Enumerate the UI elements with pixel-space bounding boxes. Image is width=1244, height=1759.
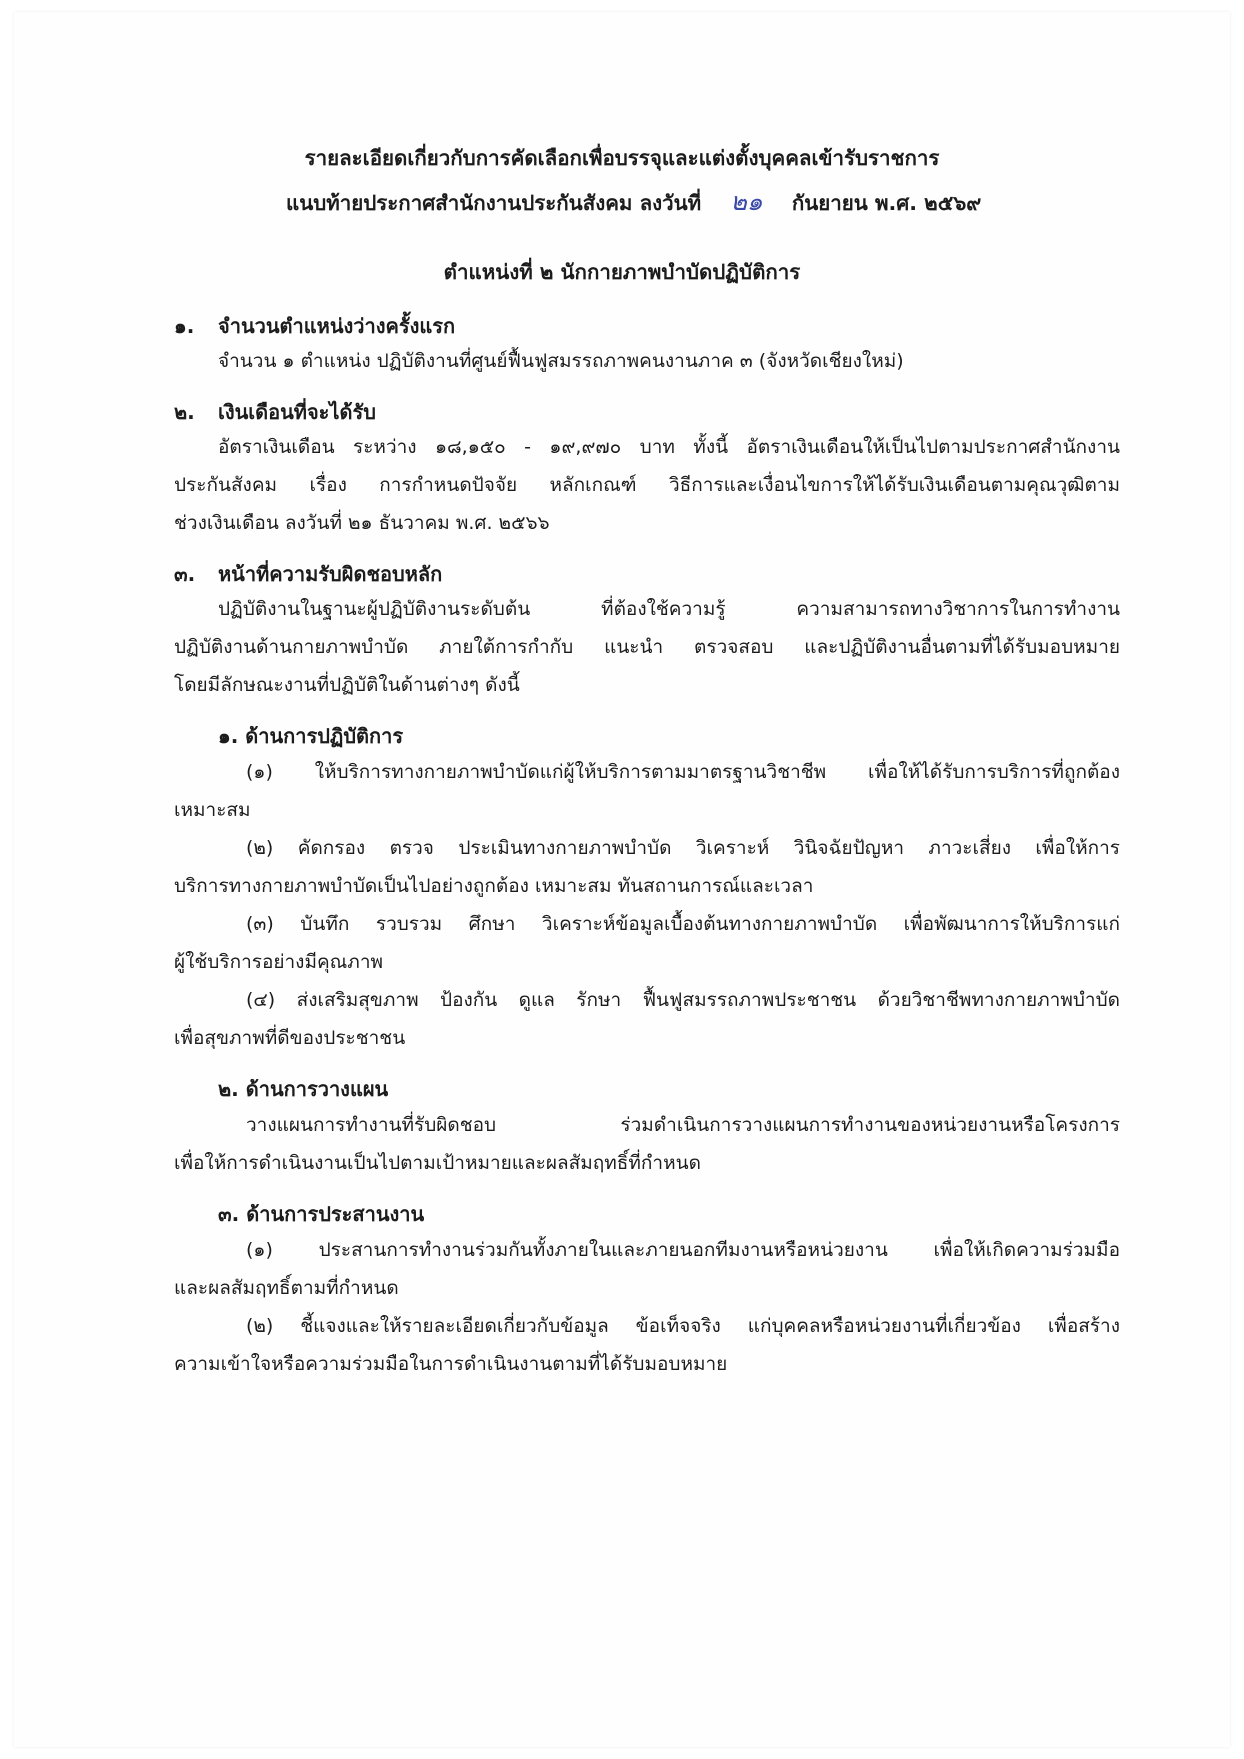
section2-heading: เงินเดือนที่จะได้รับ [218,400,376,424]
duty2-line: วางแผนการทำงานที่รับผิดชอบ ร่วมดำเนินการวางแผนการทำงานของหน่วยงานหรือโครงการ [246,1114,1120,1136]
title-suffix: กันยายน พ.ศ. ๒๕๖๙ [791,191,982,215]
section2-line: อัตราเงินเดือน ระหว่าง ๑๘,๑๕๐ - ๑๙,๙๗๐ บาท ทั้งนี้ อัตราเงินเดือนให้เป็นไปตามประกาศสำนักงาน [218,436,1120,458]
section3-number: ๓. [174,562,196,586]
duty1-item-continuation: เหมาะสม [174,799,251,821]
section1-number: ๑. [174,314,195,338]
duty1-item: (๔) ส่งเสริมสุขภาพ ป้องกัน ดูแล รักษา ฟื้นฟูสมรรถภาพประชาชน ด้วยวิชาชีพทางกายภาพบำบัด [246,989,1120,1011]
section1-heading: จำนวนตำแหน่งว่างครั้งแรก [218,314,456,338]
section3-line: โดยมีลักษณะงานที่ปฏิบัติในด้านต่างๆ ดังนี้ [174,674,520,696]
duty3-item-continuation: ความเข้าใจหรือความร่วมมือในการดำเนินงานตามที่ได้รับมอบหมาย [174,1353,728,1375]
duty1-item: (๓) บันทึก รวบรวม ศึกษา วิเคราะห์ข้อมูลเบื้องต้นทางกายภาพบำบัด เพื่อพัฒนาการให้บริการแก่ [246,913,1120,935]
duty3-item: (๒) ชี้แจงและให้รายละเอียดเกี่ยวกับข้อมูล ข้อเท็จจริง แก่บุคคลหรือหน่วยงานที่เกี่ยวข้อง เพื่อสร้าง [246,1315,1120,1337]
duty2-line: เพื่อให้การดำเนินงานเป็นไปตามเป้าหมายและผลสัมฤทธิ์ที่กำหนด [174,1152,701,1174]
duty3-item: (๑) ประสานการทำงานร่วมกันทั้งภายในและภายนอกทีมงานหรือหน่วยงาน เพื่อให้เกิดความร่วมมือ [246,1239,1120,1261]
section3-line: ปฏิบัติงานในฐานะผู้ปฏิบัติงานระดับต้น ที่ต้องใช้ความรู้ ความสามารถทางวิชาการในการทำงาน [218,598,1120,620]
duty1-item-continuation: ผู้ใช้บริการอย่างมีคุณภาพ [174,951,384,973]
duty3-heading: ๓. ด้านการประสานงาน [218,1202,425,1226]
section2-number: ๒. [174,400,195,424]
section1-body: จำนวน ๑ ตำแหน่ง ปฏิบัติงานที่ศูนย์ฟื้นฟูสมรรถภาพคนงานภาค ๓ (จังหวัดเชียงใหม่) [218,350,904,372]
duty1-heading: ๑. ด้านการปฏิบัติการ [218,724,404,748]
handwritten-day: ๒๑ [730,187,763,216]
duty1-item-continuation: บริการทางกายภาพบำบัดเป็นไปอย่างถูกต้อง เหมาะสม ทันสถานการณ์และเวลา [174,875,814,897]
duty3-item-continuation: และผลสัมฤทธิ์ตามที่กำหนด [174,1277,399,1299]
duty1-item: (๒) คัดกรอง ตรวจ ประเมินทางกายภาพบำบัด วิเคราะห์ วินิจฉัยปัญหา ภาวะเสี่ยง เพื่อให้การ [246,837,1120,859]
document-title-line2 [286,182,981,222]
title-prefix: แนบท้ายประกาศสำนักงานประกันสังคม ลงวันที่ [286,191,702,215]
section2-line: ประกันสังคม เรื่อง การกำหนดปัจจัย หลักเกณฑ์ วิธีการและเงื่อนไขการให้ได้รับเงินเดือนตามคุณวุฒิตาม [174,474,1120,496]
document-title-line1: รายละเอียดเกี่ยวกับการคัดเลือกเพื่อบรรจุและแต่งตั้งบุคคลเข้ารับราชการ [304,146,940,170]
duty2-heading: ๒. ด้านการวางแผน [218,1077,389,1101]
section2-line: ช่วงเงินเดือน ลงวันที่ ๒๑ ธันวาคม พ.ศ. ๒๕๖๖ [174,512,550,534]
duty1-item-continuation: เพื่อสุขภาพที่ดีของประชาชน [174,1027,406,1049]
position-title: ตำแหน่งที่ ๒ นักกายภาพบำบัดปฏิบัติการ [443,260,801,284]
section3-line: ปฏิบัติงานด้านกายภาพบำบัด ภายใต้การกำกับ แนะนำ ตรวจสอบ และปฏิบัติงานอื่นตามที่ได้รับมอบหมาย [174,636,1120,658]
duty1-item: (๑) ให้บริการทางกายภาพบำบัดแก่ผู้ให้บริการตามมาตรฐานวิชาชีพ เพื่อให้ได้รับการบริการที่ถูกต้อง [246,761,1120,783]
section3-heading: หน้าที่ความรับผิดชอบหลัก [218,562,443,586]
